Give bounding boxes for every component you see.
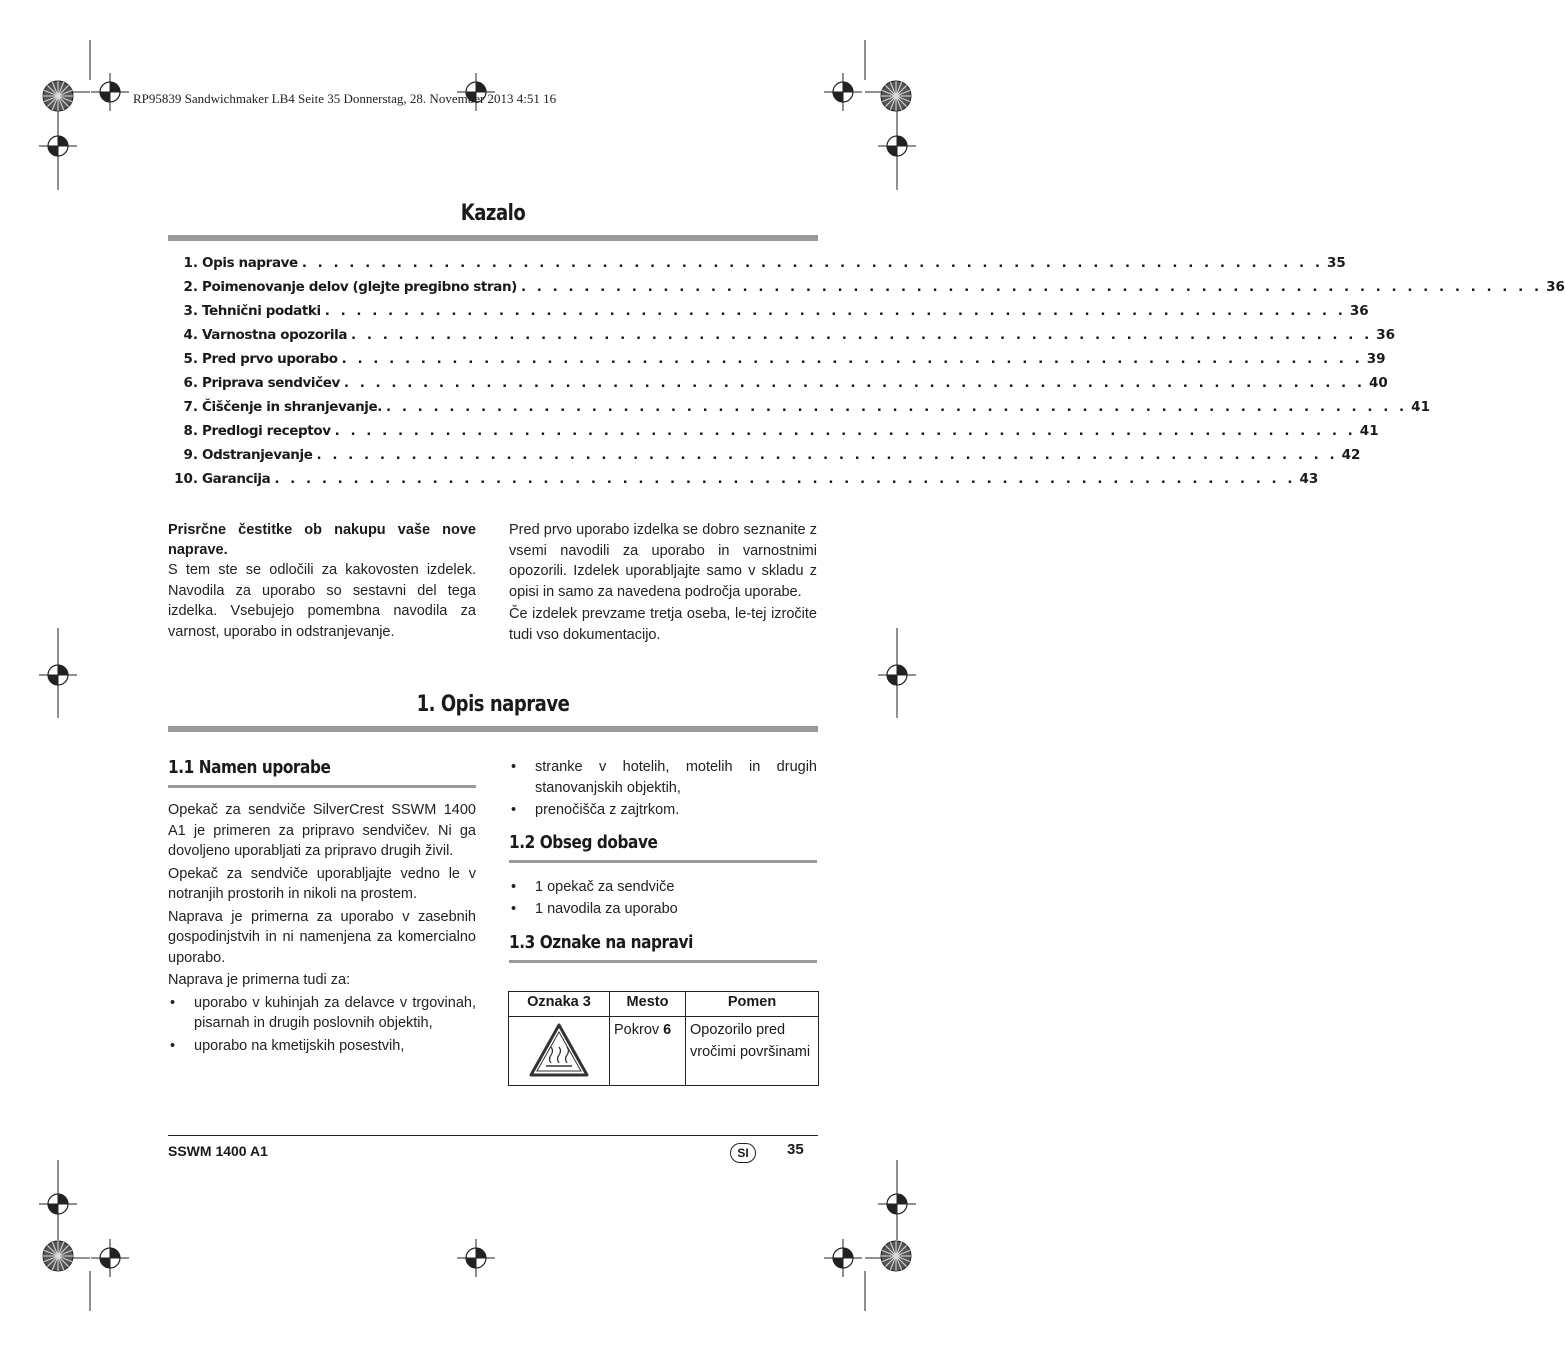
- subsection-title: 1.3 Oznake na napravi: [509, 932, 693, 953]
- section-title: 1. Opis naprave: [416, 692, 570, 717]
- paragraph: Naprava je primerna za uporabo v zasebnih gospodinjstvih in ni namenjena za komercialno uporabo.: [168, 908, 476, 966]
- list-item: • uporabo v kuhinjah za delavce v trgovinah, pisarnah in drugih poslovnih objektih,: [168, 993, 476, 1034]
- paragraph: Naprava je primerna tudi za:: [168, 972, 351, 988]
- intro-right: [509, 520, 817, 647]
- paragraph: Opekač za sendviče uporabljajte vedno le v notranjih prostorih in nikoli na prostem.: [168, 865, 476, 902]
- intro-left-text: S tem ste se odločili za kakovosten izdelek. Navodila za uporabo so sestavni del tega izdelka. Vsebujejo pomembna navodila za varnost, uporabo in odstranjevanje.: [168, 562, 476, 640]
- print-info: RP95839 Sandwichmaker LB4 Seite 35 Donnerstag, 28. November 2013 4:51 16: [133, 91, 557, 106]
- list-item: • uporabo na kmetijskih posestvih,: [168, 1036, 476, 1057]
- subsection-rule: [509, 860, 817, 863]
- toc-item[interactable]: 2. Poimenovanje delov (glejte pregibno stran) . . . . . . . . . . . . . . . . . . . . . . . . . . . . . . . . . . . . . . . . . . . . . . . . . . . . . . . . . . . . . . . . . 36: [183, 279, 1565, 295]
- subsection-title: 1.1 Namen uporabe: [168, 757, 331, 778]
- hot-surface-warning-icon: [529, 1023, 589, 1077]
- section-title-rule: [168, 726, 818, 732]
- crop-lines: [58, 40, 1565, 1311]
- toc-item[interactable]: 1. Opis naprave . . . . . . . . . . . . . . . . . . . . . . . . . . . . . . . . . . . . . . . . . . . . . . . . . . . . . . . . . . . . . . . . . 35: [183, 255, 1346, 271]
- subsection-1-1: [168, 757, 476, 1056]
- footer-rule: [168, 1135, 818, 1136]
- toc-item[interactable]: 10. Garancija . . . . . . . . . . . . . . . . . . . . . . . . . . . . . . . . . . . . . . . . . . . . . . . . . . . . . . . . . . . . . . . . . 43: [174, 471, 1319, 487]
- table-cell-meaning: Opozorilo pred vročimi površinami: [686, 1017, 819, 1086]
- toc-item[interactable]: 9. Odstranjevanje . . . . . . . . . . . . . . . . . . . . . . . . . . . . . . . . . . . . . . . . . . . . . . . . . . . . . . . . . . . . . . . . . 42: [183, 447, 1361, 463]
- intro-right-p2: Če izdelek prevzame tretja oseba, le-tej izročite tudi vso dokumentacijo.: [509, 606, 817, 643]
- page-number: 35: [787, 1141, 804, 1158]
- toc-item[interactable]: 3. Tehnični podatki . . . . . . . . . . . . . . . . . . . . . . . . . . . . . . . . . . . . . . . . . . . . . . . . . . . . . . . . . . . . . . . . . 36: [183, 303, 1369, 319]
- bullet-list: [509, 757, 817, 821]
- toc-item[interactable]: 6. Priprava sendvičev . . . . . . . . . . . . . . . . . . . . . . . . . . . . . . . . . . . . . . . . . . . . . . . . . . . . . . . . . . . . . . . . . 40: [183, 375, 1388, 391]
- list-item: • prenočišča z zajtrkom.: [509, 800, 817, 821]
- part-number: 6: [663, 1022, 672, 1038]
- table-cell-place: Pokrov: [614, 1022, 660, 1038]
- intro-left: [168, 520, 476, 642]
- language-badge: SI: [730, 1143, 756, 1163]
- toc-title: Kazalo: [460, 201, 526, 226]
- toc-item[interactable]: 8. Predlogi receptov . . . . . . . . . . . . . . . . . . . . . . . . . . . . . . . . . . . . . . . . . . . . . . . . . . . . . . . . . . . . . . . . . 41: [183, 423, 1379, 439]
- list-item: • stranke v hotelih, motelih in drugih stanovanjskih objektih,: [509, 757, 817, 798]
- subsection-rule: [509, 960, 817, 963]
- subsection-rule: [168, 785, 476, 788]
- right-column-bullets: [509, 757, 817, 821]
- toc-item[interactable]: 7. Čiščenje in shranjevanje. . . . . . . . . . . . . . . . . . . . . . . . . . . . . . . . . . . . . . . . . . . . . . . . . . . . . . . . . . . . . . . . . . 41: [183, 399, 1430, 415]
- list-item: • 1 opekač za sendviče: [509, 876, 817, 898]
- table-row: [509, 1017, 819, 1086]
- paragraph: Opekač za sendviče SilverCrest SSWM 1400 A1 je primeren za pripravo sendvičev. Ni ga dovoljeno uporabljati za pripravo drugih živil.: [168, 802, 476, 859]
- intro-right-p1: Pred prvo uporabo izdelka se dobro seznanite z vsemi navodili za uporabo in varnostnimi opozorili. Izdelek uporabljajte samo v skladu z opisi in samo za navedena področja uporabe.: [509, 522, 817, 600]
- subsection-1-3: [509, 932, 817, 963]
- bullet-list: [168, 993, 476, 1057]
- subsection-1-2: [509, 832, 817, 920]
- table-header: Pomen: [686, 992, 819, 1017]
- toc-title-rule: [168, 235, 818, 241]
- intro-heading: Prisrčne čestitke ob nakupu vaše nove naprave.: [168, 522, 476, 558]
- table-header: Oznaka 3: [509, 992, 610, 1017]
- toc-item[interactable]: 5. Pred prvo uporabo . . . . . . . . . . . . . . . . . . . . . . . . . . . . . . . . . . . . . . . . . . . . . . . . . . . . . . . . . . . . . . . . . 39: [183, 351, 1386, 367]
- toc-item[interactable]: 4. Varnostna opozorila . . . . . . . . . . . . . . . . . . . . . . . . . . . . . . . . . . . . . . . . . . . . . . . . . . . . . . . . . . . . . . . . . 36: [183, 327, 1395, 343]
- markings-table: [508, 991, 819, 1086]
- list-item: • 1 navodila za uporabo: [509, 898, 817, 920]
- subsection-title: 1.2 Obseg dobave: [509, 832, 658, 853]
- table-header: Mesto: [610, 992, 686, 1017]
- footer-model: SSWM 1400 A1: [168, 1143, 268, 1159]
- bullet-list: [509, 876, 817, 920]
